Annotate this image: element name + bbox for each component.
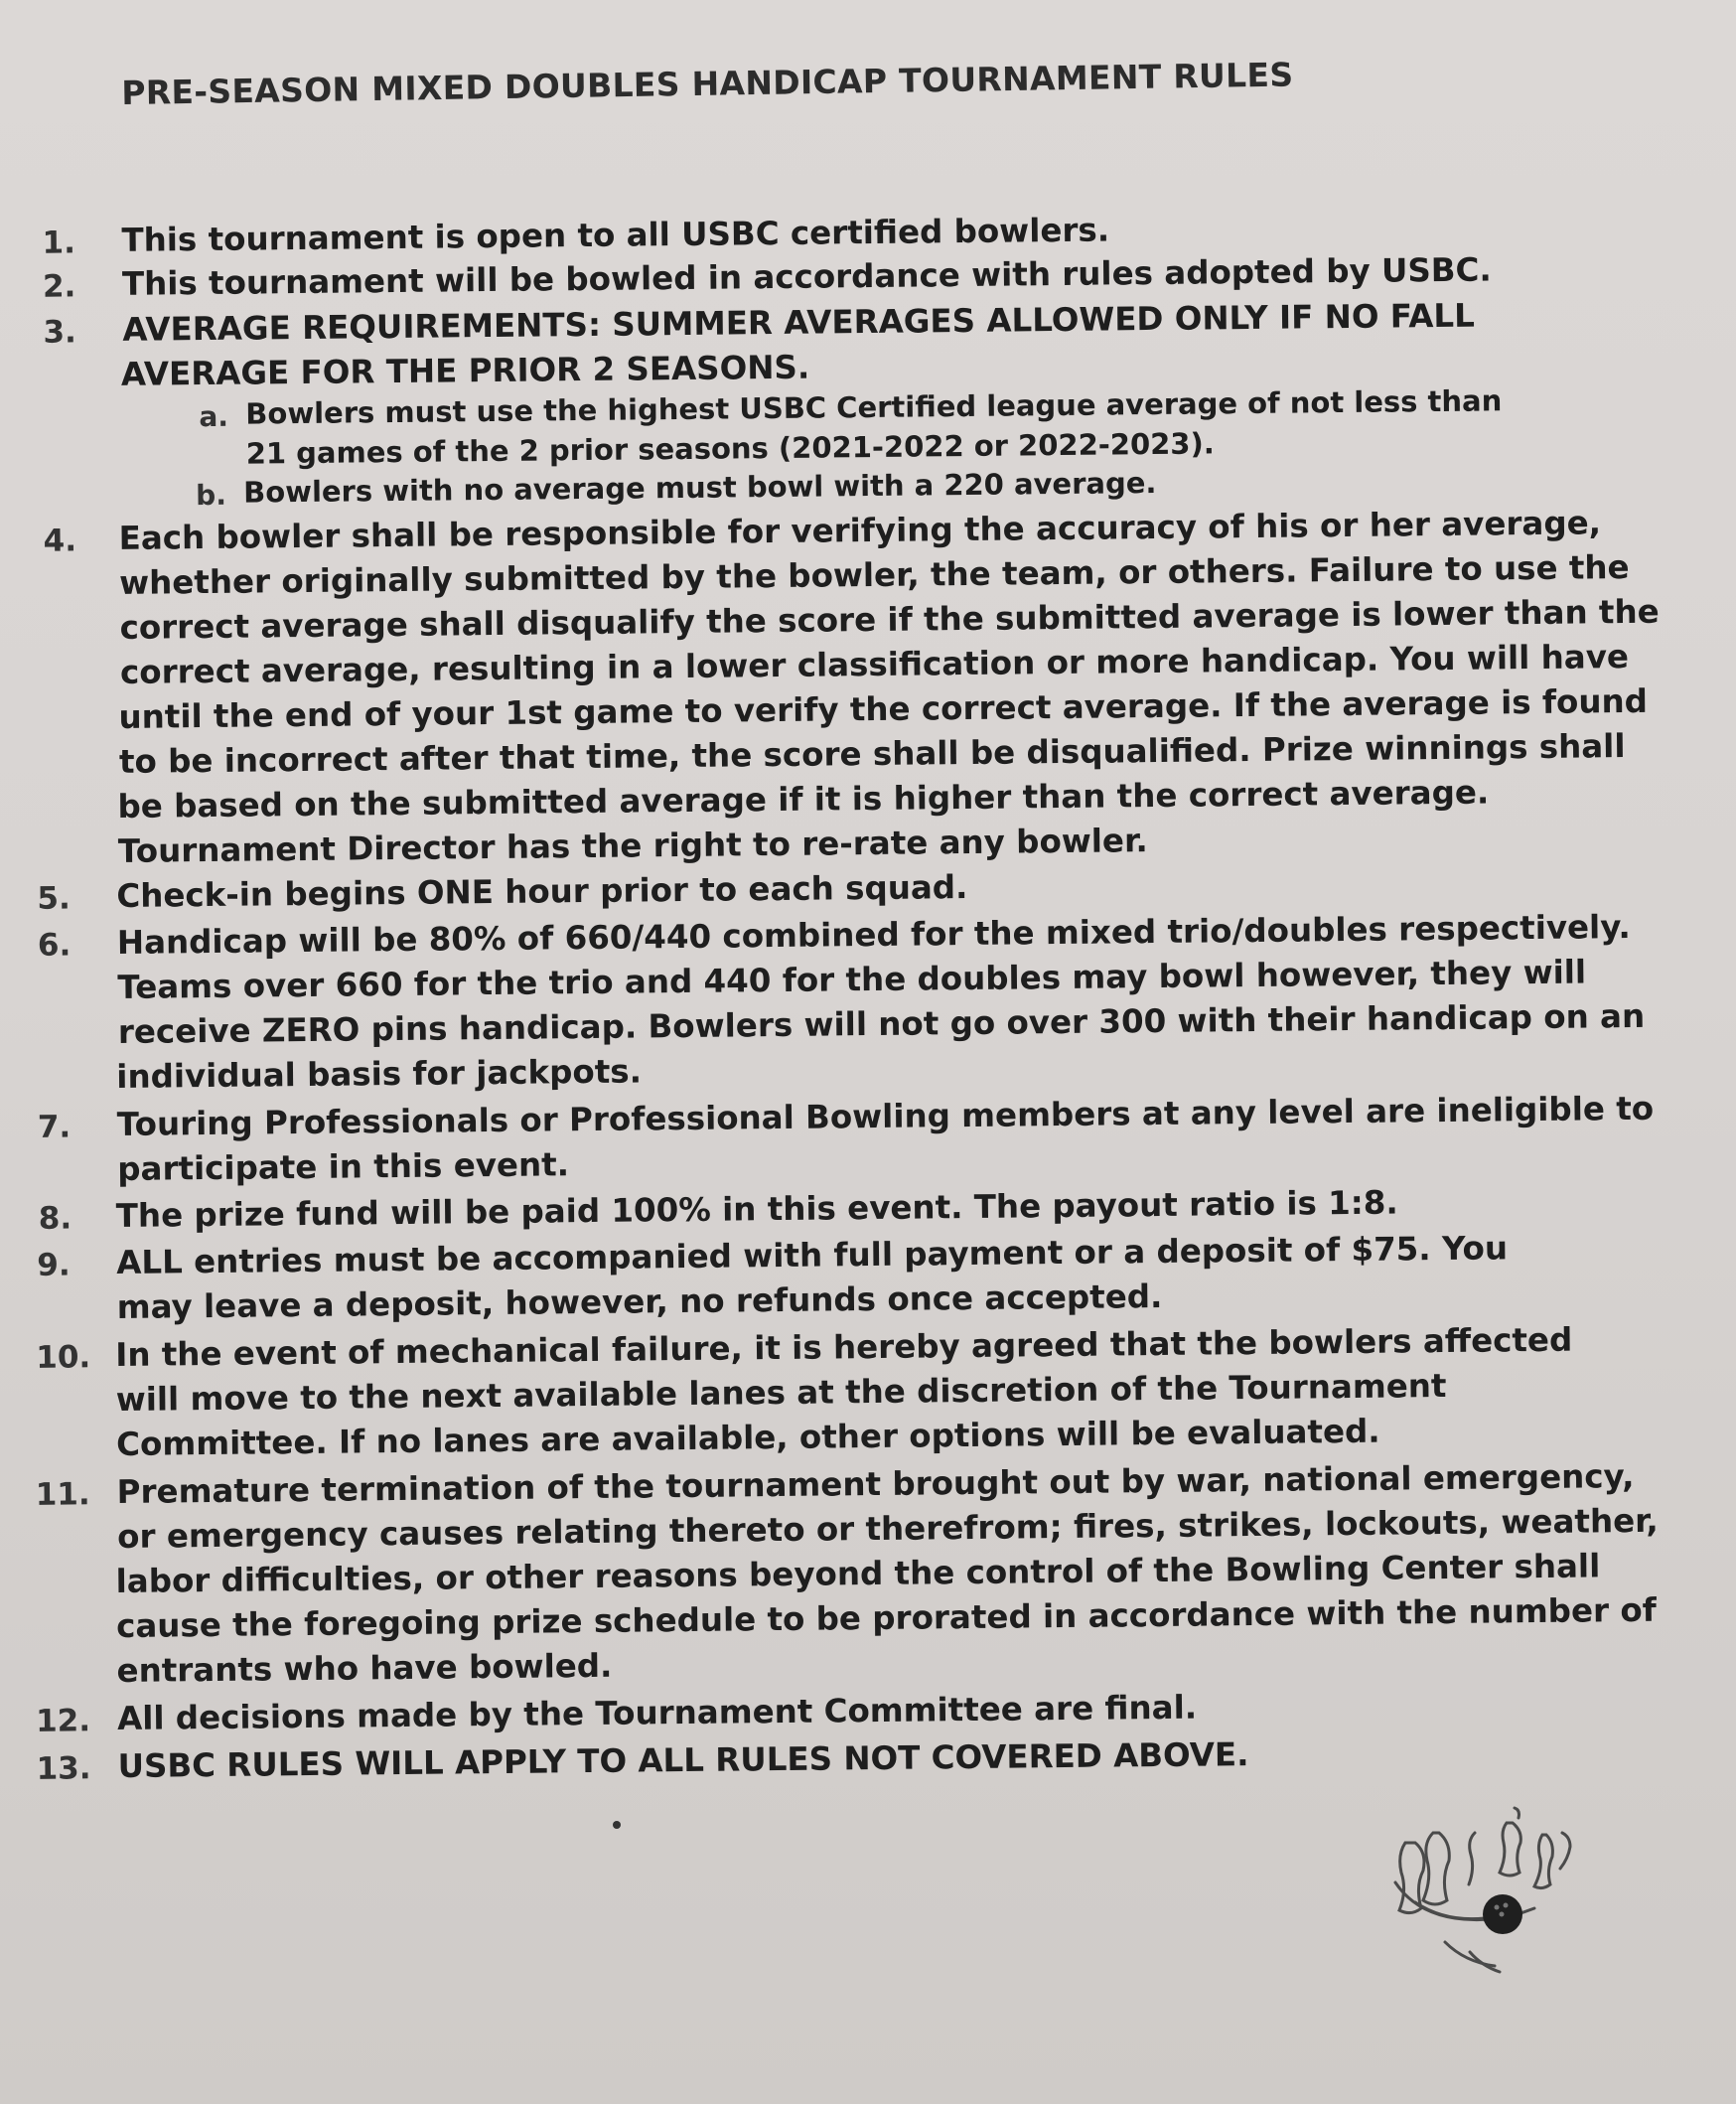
rule-text-line: may leave a deposit, however, no refunds once accepted. xyxy=(116,1277,1163,1326)
rule-number: 4. xyxy=(43,523,77,559)
rule-number: 1. xyxy=(42,225,76,261)
rule-number: 7. xyxy=(37,1109,72,1145)
rule-text-line: be based on the submitted average if it is higher than the correct average. xyxy=(117,773,1490,826)
document-title: PRE-SEASON MIXED DOUBLES HANDICAP TOURNAMENT RULES xyxy=(121,55,1294,112)
rule-text-line: until the end of your 1st game to verify the correct average. If the average is found xyxy=(118,681,1649,736)
rule-text-line: All decisions made by the Tournament Committee are final. xyxy=(116,1688,1198,1738)
rule-text-line: labor difficulties, or other reasons beyond the control of the Bowling Center shall xyxy=(115,1547,1601,1601)
rule-text-line: Committee. If no lanes are available, other options will be evaluated. xyxy=(115,1412,1380,1464)
subitem-letter: a. xyxy=(199,399,229,434)
rule-text-line: individual basis for jackpots. xyxy=(116,1052,643,1096)
rule-number: 9. xyxy=(37,1247,71,1283)
rule-text-line: AVERAGE REQUIREMENTS: SUMMER AVERAGES ALLOWED ONLY IF NO FALL xyxy=(122,296,1476,349)
subitem-letter: b. xyxy=(196,478,227,513)
rule-number: 5. xyxy=(37,880,71,917)
rule-number: 13. xyxy=(36,1750,91,1787)
subitem-text-line: Bowlers must use the highest USBC Certified league average of not less than xyxy=(245,383,1503,431)
rule-text-line: This tournament will be bowled in accordance with rules adopted by USBC. xyxy=(121,250,1492,303)
rule-text-line: whether originally submitted by the bowler, the team, or others. Failure to use the xyxy=(118,548,1630,602)
rule-number: 10. xyxy=(36,1339,91,1376)
rule-text-line: Each bowler shall be responsible for verifying the accuracy of his or her average, xyxy=(118,504,1602,557)
rule-text-line: The prize fund will be paid 100% in this event. The payout ratio is 1:8. xyxy=(115,1183,1398,1235)
rule-number: 6. xyxy=(37,927,72,964)
rule-text-line: Tournament Director has the right to re-rate any bowler. xyxy=(117,822,1148,870)
rule-text-line: In the event of mechanical failure, it is hereby agreed that the bowlers affected xyxy=(115,1320,1573,1375)
bowling-pins-and-ball-icon xyxy=(1375,1803,1594,1982)
rule-text-line: correct average shall disqualify the score if the submitted average is lower than the xyxy=(119,592,1660,647)
rule-text-line: participate in this event. xyxy=(117,1145,570,1188)
rule-text-line: Premature termination of the tournament brought out by war, national emergency, xyxy=(116,1457,1635,1512)
rule-text-line: correct average, resulting in a lower classification or more handicap. You will have xyxy=(119,638,1630,691)
rule-text-line: Check-in begins ONE hour prior to each squad. xyxy=(116,867,968,915)
rule-text-line: Touring Professionals or Professional Bowling members at any level are ineligible to xyxy=(116,1089,1655,1143)
rule-text-line: receive ZERO pins handicap. Bowlers will not go over 300 with their handicap on an xyxy=(117,996,1646,1051)
rule-text-line: ALL entries must be accompanied with full payment or a deposit of $75. You xyxy=(116,1229,1509,1281)
rule-text-line: to be incorrect after that time, the score shall be disqualified. Prize winnings shall xyxy=(118,727,1626,781)
rule-number: 8. xyxy=(38,1200,72,1237)
rule-text-line: cause the foregoing prize schedule to be prorated in accordance with the number of xyxy=(115,1590,1657,1646)
rule-number: 3. xyxy=(43,314,77,351)
rule-number: 12. xyxy=(35,1703,91,1739)
rule-number: 2. xyxy=(42,268,76,305)
rule-text-line: or emergency causes relating thereto or therefrom; fires, strikes, lockouts, weather, xyxy=(116,1501,1659,1556)
subitem-text-line: 21 games of the 2 prior seasons (2021-2022 or 2022-2023). xyxy=(245,426,1215,471)
rule-text-line: AVERAGE FOR THE PRIOR 2 SEASONS. xyxy=(120,348,810,393)
rule-text-line: This tournament is open to all USBC certified bowlers. xyxy=(121,211,1110,259)
rule-number: 11. xyxy=(35,1476,90,1513)
stray-dot xyxy=(613,1821,621,1829)
subitem-text-line: Bowlers with no average must bowl with a 220 average. xyxy=(242,465,1157,510)
rule-text-line: Handicap will be 80% of 660/440 combined for the mixed trio/doubles respectively. xyxy=(116,908,1631,962)
rule-text-line: USBC RULES WILL APPLY TO ALL RULES NOT COVERED ABOVE. xyxy=(117,1735,1249,1786)
rule-text-line: will move to the next available lanes at the discretion of the Tournament xyxy=(115,1366,1447,1420)
rule-text-line: Teams over 660 for the trio and 440 for the doubles may bowl however, they will xyxy=(117,953,1587,1006)
rule-text-line: entrants who have bowled. xyxy=(116,1646,613,1691)
